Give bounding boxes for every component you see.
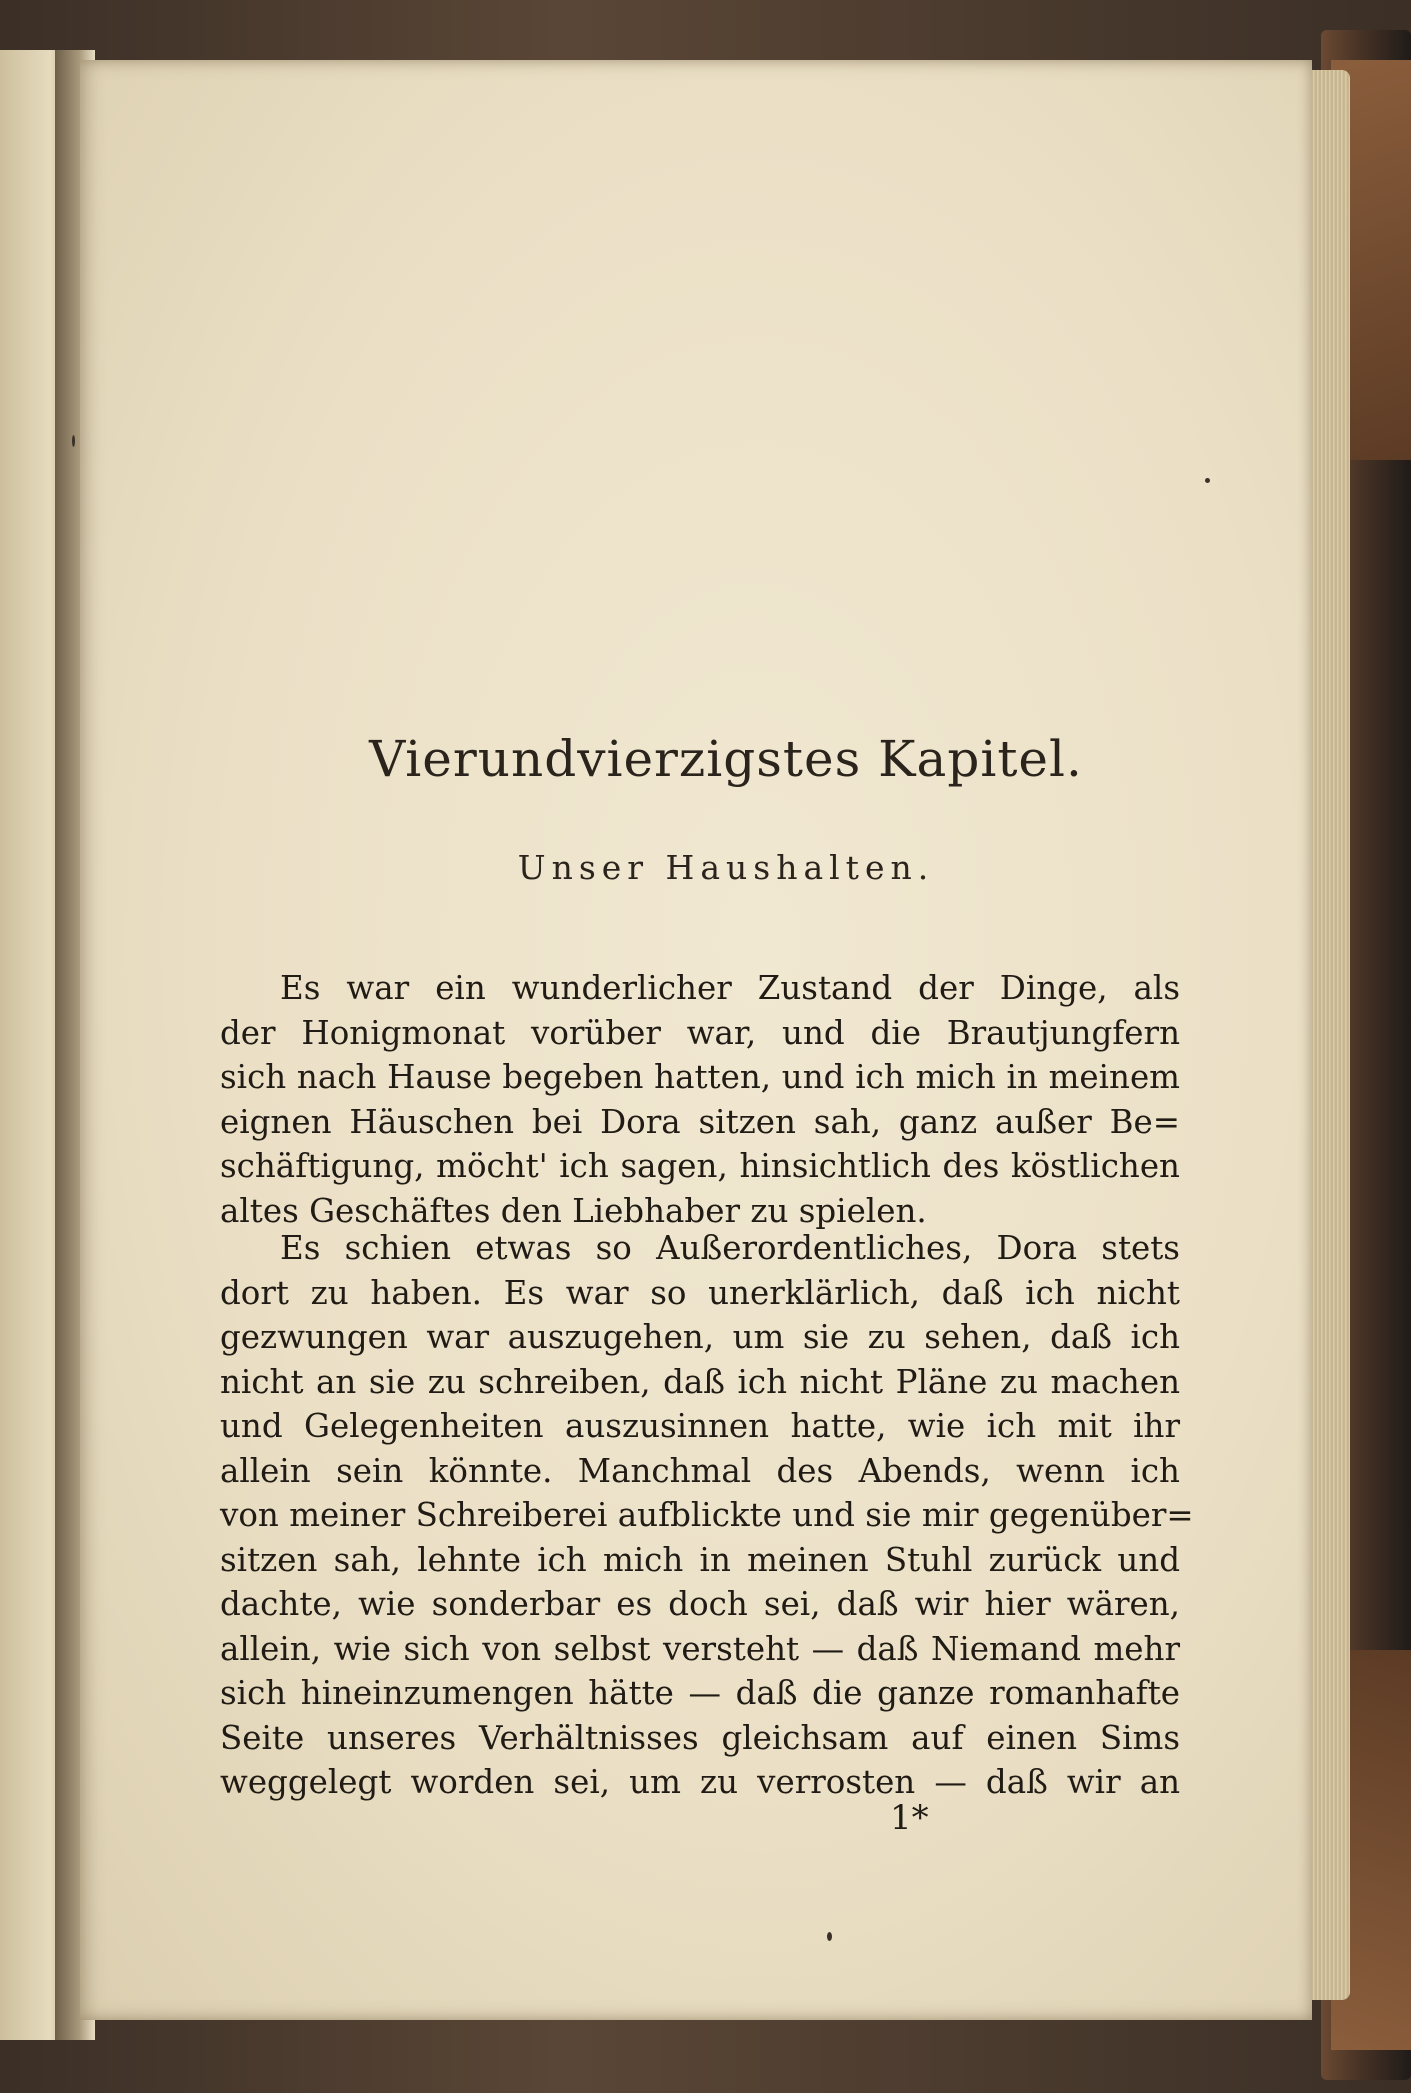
text-line: dort zu haben. Es war so unerklärlich, daß ich nicht <box>220 1273 1180 1312</box>
text-line: eignen Häuschen bei Dora sitzen sah, ganz außer Be= <box>220 1102 1180 1141</box>
text-line: Es war ein wunderlicher Zustand der Dinge, als <box>280 969 1180 1007</box>
text-line: allein, wie sich von selbst versteht — daß Niemand mehr <box>220 1629 1180 1668</box>
paragraph-2 <box>220 1226 1194 1805</box>
paragraph-1 <box>220 966 1180 1233</box>
text-line: sitzen sah, lehnte ich mich in meinen Stuhl zurück und <box>220 1540 1180 1579</box>
text-line: schäftigung, möcht' ich sagen, hinsichtlich des köstlichen <box>220 1147 1180 1185</box>
text-line: dachte, wie sonderbar es doch sei, daß wir hier wären, <box>220 1585 1180 1623</box>
text-line: Seite unseres Verhältnisses gleichsam auf einen Sims <box>220 1718 1180 1757</box>
text-line: von meiner Schreiberei aufblickte und sie mir gegenüber= <box>220 1496 1194 1534</box>
text-line: sich nach Hause begeben hatten, und ich mich in meinem <box>220 1058 1180 1096</box>
signature-mark: 1* <box>890 1798 929 1838</box>
text-line: gezwungen war auszugehen, um sie zu sehen, daß ich <box>220 1318 1180 1356</box>
text-line: der Honigmonat vorüber war, und die Brautjungfern <box>220 1013 1180 1052</box>
right-page <box>80 60 1312 2020</box>
chapter-title: Vierundvierzigstes Kapitel. <box>369 730 1083 788</box>
chapter-subtitle: Unser Haushalten. <box>517 848 935 887</box>
text-line: altes Geschäftes den Liebhaber zu spielen. <box>220 1191 927 1230</box>
text-line: und Gelegenheiten auszusinnen hatte, wie ich mit ihr <box>220 1407 1180 1445</box>
text-line: allein sein könnte. Manchmal des Abends, wenn ich <box>220 1451 1180 1490</box>
paper-speck <box>1205 478 1210 483</box>
paper-speck <box>72 435 75 447</box>
paper-speck <box>827 1932 832 1941</box>
text-line: weggelegt worden sei, um zu verrosten — daß wir an <box>220 1763 1180 1801</box>
text-line: sich hineinzumengen hätte — daß die ganze romanhafte <box>220 1674 1180 1712</box>
text-line: nicht an sie zu schreiben, daß ich nicht Pläne zu machen <box>220 1362 1180 1401</box>
text-line: Es schien etwas so Außerordentliches, Dora stets <box>280 1229 1180 1267</box>
